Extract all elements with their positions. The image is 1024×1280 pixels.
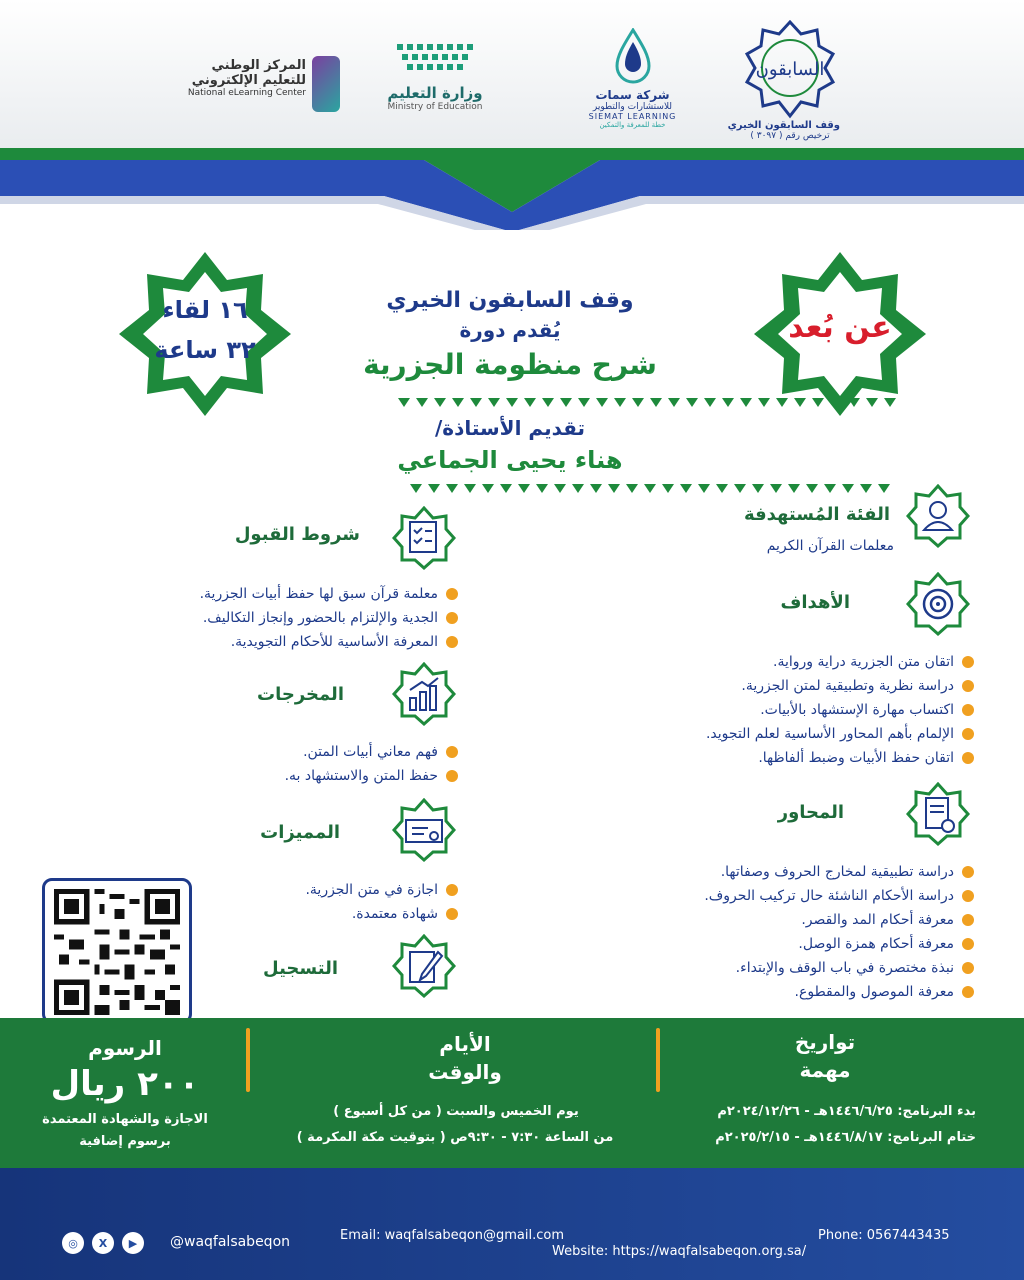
- bullet-icon: [962, 890, 974, 902]
- list-item: [704, 980, 974, 1004]
- registration-icon: [392, 934, 456, 998]
- bullet-icon: [446, 636, 458, 648]
- dates-title-2: مهمة: [799, 1058, 851, 1082]
- bullet-icon: [962, 680, 974, 692]
- dates-title-1: تواريخ: [794, 1030, 856, 1054]
- goals-icon: [906, 572, 970, 636]
- bullet-icon: [962, 752, 974, 764]
- band-divider-right: [656, 1028, 660, 1092]
- instagram-icon[interactable]: ◎: [62, 1232, 84, 1254]
- axis-text: نبذة مختصرة في باب الوقف والإبتداء.: [735, 960, 954, 976]
- admission-text: معلمة قرآن سبق لها حفظ أبيات الجزرية.: [199, 586, 438, 602]
- days-text: يوم الخميس والسبت ( من كل أسبوع ): [333, 1104, 579, 1119]
- goal-text: الإلمام بأهم المحاور الأساسية لعلم التجويد.: [705, 726, 954, 742]
- outputs-icon: [392, 662, 456, 726]
- bullet-icon: [962, 656, 974, 668]
- admission-list: [200, 582, 458, 654]
- divider-top: [398, 398, 896, 407]
- output-text: حفظ المتن والاستشهاد به.: [284, 768, 438, 784]
- course-org: وقف السابقون الخيري: [386, 288, 634, 313]
- fees-amount: ٢٠٠ ريال: [50, 1064, 200, 1104]
- siemat-name: شركة سمات: [595, 88, 670, 102]
- bullet-icon: [446, 770, 458, 782]
- list-item: [706, 650, 974, 674]
- nelc-logo: [180, 56, 340, 116]
- admission-icon: [392, 506, 456, 570]
- bullet-icon: [446, 612, 458, 624]
- bullet-icon: [962, 962, 974, 974]
- list-item: [200, 630, 458, 654]
- bullet-icon: [962, 728, 974, 740]
- bullet-icon: [446, 908, 458, 920]
- fees-note-2: برسوم إضافية: [79, 1134, 171, 1149]
- list-item: [704, 908, 974, 932]
- goal-text: اتقان حفظ الأبيات وضبط ألفاظها.: [758, 750, 954, 766]
- list-item: [704, 884, 974, 908]
- list-item: [200, 606, 458, 630]
- website-text[interactable]: Website: https://waqfalsabeqon.org.sa/: [552, 1244, 807, 1259]
- sessions-count: ١٦ لقاء: [162, 296, 248, 324]
- moe-dots-icon: [383, 40, 487, 80]
- time-text: من الساعة ٧:٣٠ - ٩:٣٠ص ( بتوقيت مكة المكرمة ): [296, 1130, 614, 1145]
- qr-pattern-icon: [53, 889, 181, 1015]
- registration-title: التسجيل: [263, 958, 338, 979]
- bullet-icon: [446, 588, 458, 600]
- list-item: [704, 932, 974, 956]
- target-audience-icon: [906, 484, 970, 548]
- output-text: فهم معاني أبيات المتن.: [303, 744, 438, 760]
- outputs-title: المخرجات: [257, 684, 344, 705]
- nelc-name-en: National eLearning Center: [187, 88, 306, 98]
- moe-name-en: Ministry of Education: [387, 102, 483, 112]
- sabeqon-emblem-icon: [745, 20, 835, 120]
- email-text[interactable]: Email: waqfalsabeqon@gmail.com: [340, 1228, 565, 1243]
- list-item: [285, 764, 458, 788]
- moe-logo: [380, 40, 490, 130]
- youtube-icon[interactable]: ▶: [122, 1232, 144, 1254]
- list-item: [305, 878, 458, 902]
- band-divider-left: [246, 1028, 250, 1092]
- features-title: المميزات: [260, 822, 340, 843]
- admission-title: شروط القبول: [234, 524, 360, 545]
- admission-text: المعرفة الأساسية للأحكام التجويدية.: [230, 634, 438, 650]
- fees-title: الرسوم: [88, 1036, 162, 1060]
- axes-title: المحاور: [777, 802, 844, 823]
- bullet-icon: [962, 986, 974, 998]
- list-item: [200, 582, 458, 606]
- feature-text: شهادة معتمدة.: [351, 906, 438, 922]
- course-presents: يُقدم دورة: [459, 318, 561, 342]
- outputs-list: [285, 740, 458, 788]
- feature-text: اجازة في متن الجزرية.: [305, 882, 438, 898]
- list-item: [305, 902, 458, 926]
- course-title: شرح منظومة الجزرية: [363, 348, 657, 381]
- program-start: بدء البرنامج: ١٤٤٦/٦/٢٥هـ - ٢٠٢٤/١٢/٢٦م: [717, 1104, 976, 1119]
- days-title-1: الأيام: [439, 1032, 491, 1056]
- hours-count: ٣٢ ساعة: [154, 336, 256, 364]
- bullet-icon: [446, 746, 458, 758]
- nelc-name-ar1: المركز الوطني: [211, 58, 306, 73]
- goals-title: الأهداف: [780, 592, 850, 613]
- axis-text: دراسة الأحكام الناشئة حال تركيب الحروف.: [704, 888, 954, 904]
- siemat-logo: [585, 28, 680, 148]
- bullet-icon: [962, 704, 974, 716]
- axes-icon: [906, 782, 970, 846]
- axis-text: معرفة أحكام المد والقصر.: [801, 912, 954, 928]
- social-handle[interactable]: @waqfalsabeqon: [170, 1234, 291, 1250]
- sabeqon-logo: [727, 20, 840, 150]
- target-title: الفئة المُستهدفة: [743, 504, 890, 525]
- axis-text: معرفة أحكام همزة الوصل.: [798, 936, 954, 952]
- registration-qr-code[interactable]: [42, 878, 192, 1024]
- presenter-label: تقديم الأستاذة/: [434, 416, 586, 440]
- svg-text:السابقون: السابقون: [755, 59, 825, 80]
- sabeqon-name: وقف السابقون الخيري: [727, 120, 840, 131]
- siemat-tagline: خطة للمعرفة والتمكين: [599, 121, 666, 129]
- list-item: [706, 698, 974, 722]
- goal-text: اكتساب مهارة الإستشهاد بالأبيات.: [760, 702, 954, 718]
- fees-note-1: الاجازة والشهادة المعتمدة: [42, 1112, 208, 1127]
- admission-text: الجدية والإلتزام بالحضور وإنجاز التكاليف.: [202, 610, 438, 626]
- list-item: [704, 956, 974, 980]
- features-list: [305, 878, 458, 926]
- license-number: ترخيص رقم ( ٣٠٩٧ ): [750, 131, 830, 141]
- list-item: [706, 674, 974, 698]
- days-title-2: والوقت: [428, 1060, 502, 1084]
- footer: [0, 1168, 1024, 1280]
- axes-list: [704, 860, 974, 1004]
- presenter-name: هناء يحيى الجماعي: [397, 446, 623, 474]
- siemat-en: SIEMAT LEARNING: [588, 112, 677, 121]
- phone-text[interactable]: Phone: 0567443435: [818, 1228, 950, 1243]
- target-text: معلمات القرآن الكريم: [766, 538, 894, 554]
- bullet-icon: [962, 866, 974, 878]
- program-end: ختام البرنامج: ١٤٤٦/٨/١٧هـ - ٢٠٢٥/٢/١٥م: [715, 1130, 976, 1145]
- axis-text: دراسة تطبيقية لمخارج الحروف وصفاتها.: [720, 864, 954, 880]
- bullet-icon: [962, 938, 974, 950]
- list-item: [706, 722, 974, 746]
- list-item: [704, 860, 974, 884]
- remote-label: عن بُعد: [788, 310, 892, 345]
- list-item: [285, 740, 458, 764]
- moe-name-ar: وزارة التعليم: [387, 84, 483, 102]
- axis-text: معرفة الموصول والمقطوع.: [794, 984, 954, 1000]
- list-item: [706, 746, 974, 770]
- header-background: [0, 0, 1024, 230]
- bullet-icon: [962, 914, 974, 926]
- nelc-mark-icon: [312, 56, 340, 112]
- bullet-icon: [446, 884, 458, 896]
- goal-text: اتقان متن الجزرية دراية ورواية.: [773, 654, 954, 670]
- duration-badge: [115, 250, 295, 420]
- social-icons: [62, 1232, 144, 1254]
- siemat-drop-icon: [613, 28, 653, 84]
- goals-list: [706, 650, 974, 770]
- divider-bottom: [410, 484, 890, 493]
- goal-text: دراسة نظرية وتطبيقية لمتن الجزرية.: [741, 678, 954, 694]
- nelc-name-ar2: للتعليم الإلكتروني: [191, 73, 306, 88]
- features-icon: [392, 798, 456, 862]
- siemat-sub: للاستشارات والتطوير: [592, 102, 673, 112]
- x-icon[interactable]: X: [92, 1232, 114, 1254]
